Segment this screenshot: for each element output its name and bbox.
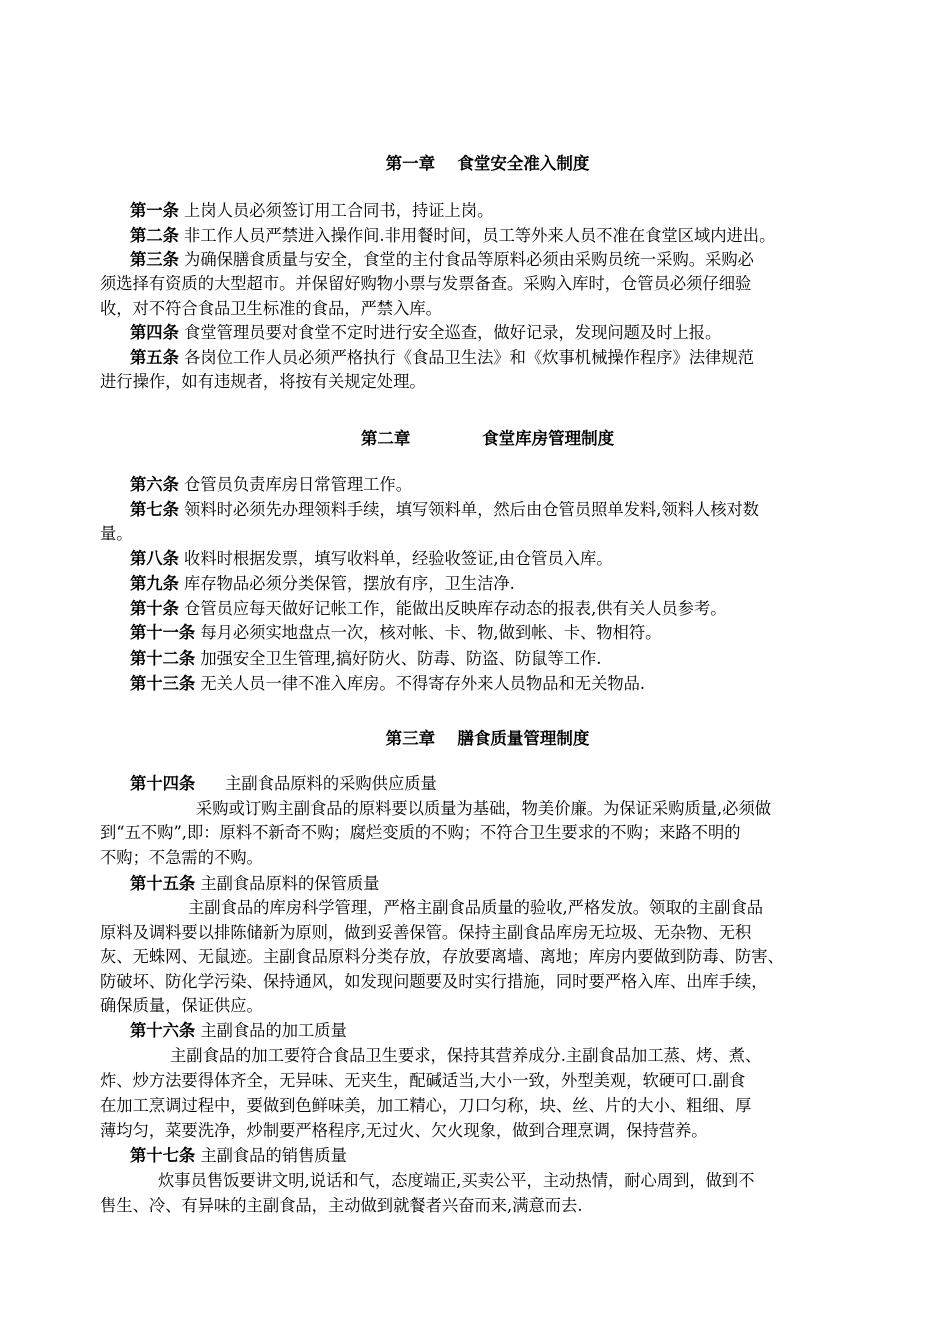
article-text: 每月必须实地盘点一次，核对帐、卡、物,做到帐、卡、物相符。 bbox=[200, 623, 662, 642]
article-label: 第四条 bbox=[130, 323, 179, 342]
article-label: 第十五条 bbox=[130, 874, 196, 893]
article-heading: 主副食品原料的保管质量 bbox=[200, 874, 380, 893]
article-text: 为确保膳食质量与安全，食堂的主付食品等原料必须由采购员统一采购。采购必 bbox=[184, 250, 754, 269]
chapter-2-title: 第二章 食堂库房管理制度 bbox=[360, 429, 615, 448]
article-text-line: 在加工烹调过程中，要做到色鲜味美，加工精心，刀口匀称，块、丝、片的大小、粗细、厚 bbox=[100, 1096, 752, 1115]
article-label: 第八条 bbox=[130, 549, 179, 568]
article-text-line: 到“五不购”,即：原料不新奇不购；腐烂变质的不购；不符合卫生要求的不购；来路不明的 bbox=[100, 823, 741, 842]
article-text: 加强安全卫生管理,搞好防火、防毒、防盗、防鼠等工作. bbox=[200, 649, 602, 668]
article-label: 第二条 bbox=[130, 226, 179, 245]
article-label: 第十三条 bbox=[130, 674, 196, 693]
article-text: 领料时必须先办理领料手续，填写领料单，然后由仓管员照单发料,领料人核对数 bbox=[184, 500, 760, 519]
article-label: 第十二条 bbox=[130, 649, 196, 668]
article-text: 仓管员负责库房日常管理工作。 bbox=[184, 475, 412, 494]
article-label: 第九条 bbox=[130, 574, 179, 593]
article-heading: 主副食品的销售质量 bbox=[200, 1146, 347, 1165]
article-text-line: 须选择有资质的大型超市。并保留好购物小票与发票备查。采购入库时，仓管员必须仔细验 bbox=[100, 274, 752, 293]
article-label: 第十六条 bbox=[130, 1021, 196, 1040]
article-10 bbox=[130, 598, 727, 620]
article-text: 仓管员应每天做好记帐工作，能做出反映库存动态的报表,供有关人员参考。 bbox=[184, 599, 727, 618]
article-7 bbox=[130, 499, 759, 521]
article-label: 第六条 bbox=[130, 475, 179, 494]
article-label: 第十一条 bbox=[130, 623, 196, 642]
article-text-line: 炊事员售饭要讲文明,说话和气，态度端正,买卖公平，主动热情，耐心周到，做到不 bbox=[158, 1171, 755, 1190]
article-label: 第七条 bbox=[130, 500, 179, 519]
article-label: 第一条 bbox=[130, 201, 179, 220]
article-text: 收料时根据发票，填写收料单，经验收签证,由仓管员入库。 bbox=[184, 549, 613, 568]
article-14 bbox=[130, 773, 437, 795]
article-text-line: 售生、冷、有异味的主副食品，主动做到就餐者兴奋而来,满意而去. bbox=[100, 1196, 583, 1215]
article-text-line: 收，对不符合食品卫生标准的食品，严禁入库。 bbox=[100, 299, 442, 318]
article-9 bbox=[130, 573, 515, 595]
article-11 bbox=[130, 622, 661, 644]
article-13 bbox=[130, 673, 645, 695]
article-text: 无关人员一律不准入库房。不得寄存外来人员物品和无关物品. bbox=[200, 674, 646, 693]
article-17 bbox=[130, 1145, 347, 1167]
article-text-line: 原料及调料要以排陈储新为原则，做到妥善保管。保持主副食品库房无垃圾、无杂物、无积 bbox=[100, 923, 752, 942]
article-text: 食堂管理员要对食堂不定时进行安全巡查，做好记录，发现问题及时上报。 bbox=[184, 323, 722, 342]
article-15 bbox=[130, 873, 379, 895]
article-text-line: 主副食品的加工要符合食品卫生要求，保持其营养成分.主副食品加工蒸、烤、煮、 bbox=[170, 1046, 762, 1065]
article-6 bbox=[130, 474, 412, 496]
article-text-line: 防破坏、防化学污染、保持通风，如发现问题要及时实行措施，同时要严格入库、出库手续， bbox=[100, 972, 768, 991]
article-text: 上岗人员必须签订用工合同书，持证上岗。 bbox=[184, 201, 494, 220]
article-label: 第五条 bbox=[130, 348, 179, 367]
article-4 bbox=[130, 322, 721, 344]
article-text: 各岗位工作人员必须严格执行《食品卫生法》和《炊事机械操作程序》法律规范 bbox=[184, 348, 754, 367]
article-text-line: 进行操作，如有违规者，将按有关规定处理。 bbox=[100, 372, 426, 391]
chapter-1-title: 第一章 食堂安全准入制度 bbox=[385, 154, 590, 173]
article-2 bbox=[130, 225, 775, 247]
article-label: 第十条 bbox=[130, 599, 179, 618]
article-label: 第十四条 bbox=[130, 774, 196, 793]
article-label: 第十七条 bbox=[130, 1146, 196, 1165]
chapter-3-title: 第三章 膳食质量管理制度 bbox=[385, 729, 590, 748]
article-text: 库存物品必须分类保管，摆放有序，卫生洁净. bbox=[184, 574, 515, 593]
article-text-line: 确保质量，保证供应。 bbox=[100, 996, 263, 1015]
article-text-line: 炸、炒方法要得体齐全，无异味、无夹生，配碱适当,大小一致，外型美观，软硬可口.副食 bbox=[100, 1071, 746, 1090]
article-text-line: 不购；不急需的不购。 bbox=[100, 848, 263, 867]
article-5 bbox=[130, 347, 754, 369]
article-text-line: 薄均匀，菜要洗净，炒制要严格程序,无过火、欠火现象，做到合理烹调，保持营养。 bbox=[100, 1121, 708, 1140]
article-heading: 主副食品的加工质量 bbox=[200, 1021, 347, 1040]
article-text-line: 灰、无蛛网、无鼠迹。主副食品原料分类存放，存放要离墙、离地；库房内要做到防毒、防害、 bbox=[100, 947, 784, 966]
article-text: 非工作人员严禁进入操作间.非用餐时间，员工等外来人员不准在食堂区域内进出。 bbox=[184, 226, 776, 245]
article-12 bbox=[130, 648, 601, 670]
article-16 bbox=[130, 1020, 347, 1042]
article-3 bbox=[130, 249, 754, 271]
article-text-line: 量。 bbox=[100, 524, 133, 543]
article-text-line: 主副食品的库房科学管理，严格主副食品质量的验收,严格发放。领取的主副食品 bbox=[188, 898, 764, 917]
article-label: 第三条 bbox=[130, 250, 179, 269]
article-text-line: 采购或订购主副食品的原料要以质量为基础，物美价廉。为保证采购质量,必须做 bbox=[196, 799, 772, 818]
article-8 bbox=[130, 548, 613, 570]
article-heading: 主副食品原料的采购供应质量 bbox=[225, 774, 437, 793]
article-1 bbox=[130, 200, 493, 222]
